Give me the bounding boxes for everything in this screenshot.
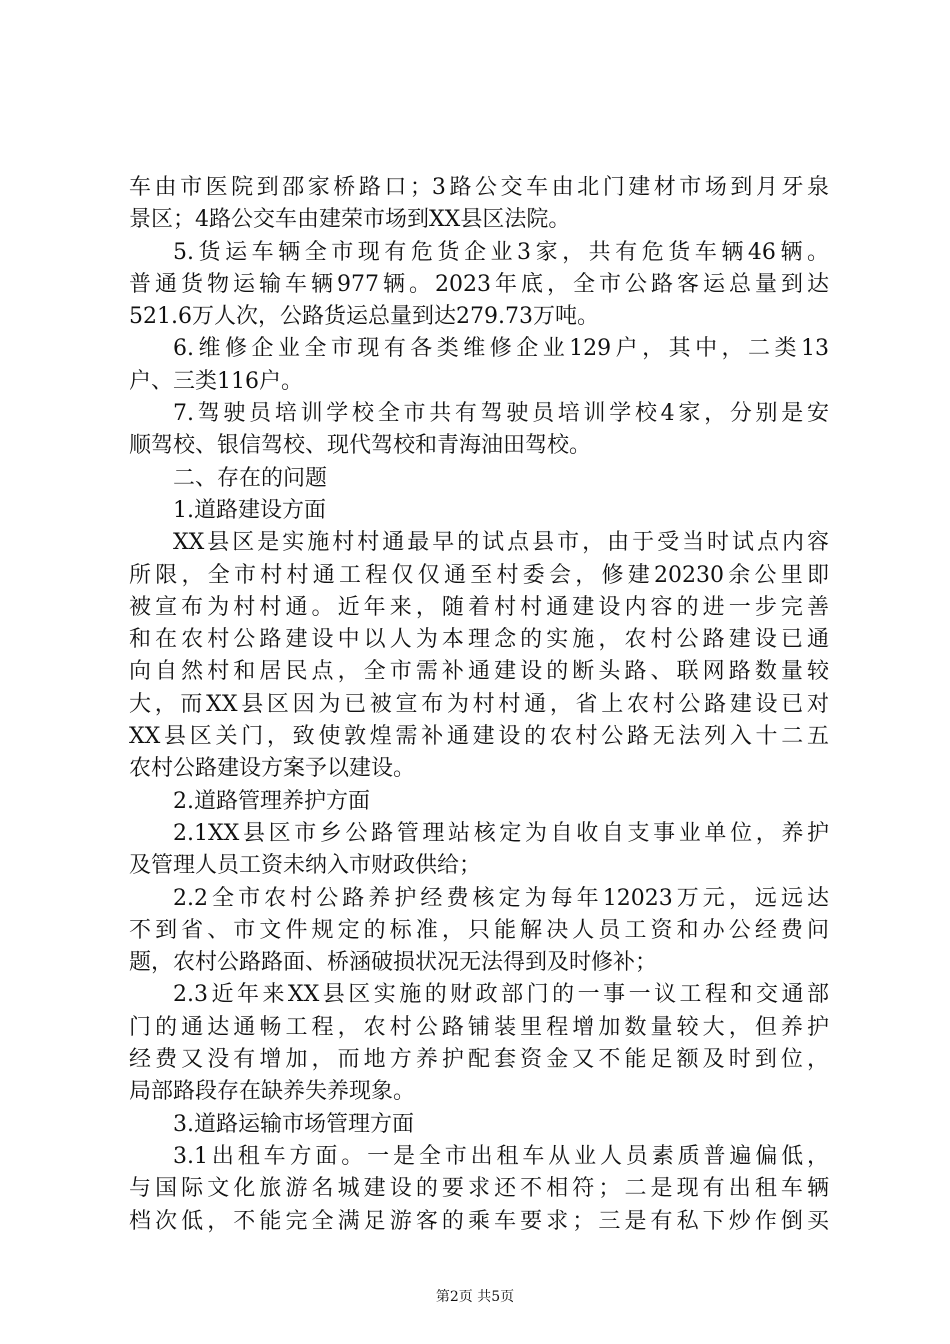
text-line: 2.2全市农村公路养护经费核定为每年12023万元，远远达 [173,885,829,911]
text-line: 农村公路建设方案予以建设。 [129,756,416,782]
text-line: 局部路段存在缺养失养现象。 [129,1079,416,1105]
text-line: 向自然村和居民点，全市需补通建设的断头路、联网路数量较 [129,659,829,685]
text-line: 门的通达通畅工程，农村公路铺装里程增加数量较大，但养护 [129,1014,829,1040]
text-line: 5.货运车辆全市现有危货企业3家，共有危货车辆46辆。 [173,239,829,265]
text-line: 大，而XX县区因为已被宣布为村村通，省上农村公路建设已对 [129,691,829,717]
text-line: 景区；4路公交车由建荣市场到XX县区法院。 [129,207,571,233]
page-footer: 第2页 共5页 [435,1289,515,1305]
text-line: 档次低，不能完全满足游客的乘车要求；三是有私下炒作倒买 [129,1208,829,1234]
text-line: 3.道路运输市场管理方面 [173,1111,414,1137]
text-line: 521.6万人次，公路货运总量到达279.73万吨。 [129,304,599,330]
text-line: 7.驾驶员培训学校全市共有驾驶员培训学校4家，分别是安 [173,401,829,427]
text-line: 6.维修企业全市现有各类维修企业129户，其中，二类13 [173,336,829,362]
text-line: 和在农村公路建设中以人为本理念的实施，农村公路建设已通 [129,627,829,653]
text-line: 顺驾校、银信驾校、现代驾校和青海油田驾校。 [129,433,592,459]
text-line: 题，农村公路路面、桥涵破损状况无法得到及时修补； [129,950,658,976]
text-line: XX县区是实施村村通最早的试点县市，由于受当时试点内容 [173,530,829,556]
document-body [129,172,829,1238]
text-line: 2.1XX县区市乡公路管理站核定为自收自支事业单位，养护 [173,820,829,846]
text-line: 及管理人员工资未纳入市财政供给； [129,853,482,879]
text-line: 2.道路管理养护方面 [173,788,370,814]
text-line: 户、三类116户。 [129,368,303,394]
text-line: XX县区关门，致使敦煌需补通建设的农村公路无法列入十二五 [129,724,829,750]
text-line: 二、存在的问题 [173,465,328,491]
text-line: 被宣布为村村通。近年来，随着村村通建设内容的进一步完善 [129,594,829,620]
text-line: 与国际文化旅游名城建设的要求还不相符；二是现有出租车辆 [129,1176,829,1202]
text-line: 不到省、市文件规定的标准，只能解决人员工资和办公经费问 [129,917,829,943]
text-line: 2.3近年来XX县区实施的财政部门的一事一议工程和交通部 [173,982,829,1008]
text-line: 普通货物运输车辆977辆。2023年底，全市公路客运总量到达 [129,271,829,297]
text-line: 经费又没有增加，而地方养护配套资金又不能足额及时到位， [129,1047,829,1073]
text-line: 车由市医院到邵家桥路口；3路公交车由北门建材市场到月牙泉 [129,175,829,200]
text-line: 所限，全市村村通工程仅仅通至村委会，修建20230余公里即 [129,562,829,588]
text-line: 3.1出租车方面。一是全市出租车从业人员素质普遍偏低， [173,1143,829,1169]
text-line: 1.道路建设方面 [173,497,326,523]
